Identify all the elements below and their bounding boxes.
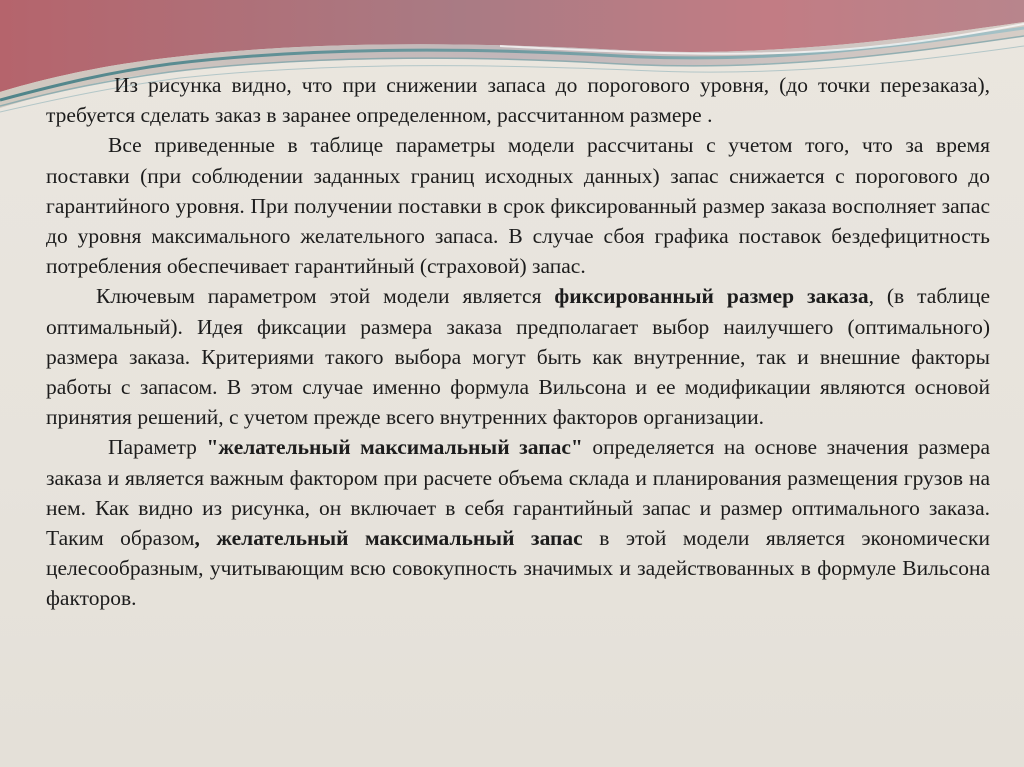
paragraph-3-before: Ключевым параметром этой модели является xyxy=(96,284,555,309)
body-text xyxy=(46,70,990,614)
paragraph-3-bold: фиксированный размер заказа xyxy=(554,284,869,309)
paragraph-4-bold-2: , желательный максимальный запас xyxy=(194,526,583,551)
paragraph-1-text: Из рисунка видно, что при снижении запаса до порогового уровня, (до точки перезаказа), требуется сделать заказ в заранее определенном, рассчитанном размере . xyxy=(46,73,990,128)
paragraph-4-after: в этой модели является экономически целесообразным, учитывающим всю совокупность значимых и задействованных в формуле Вильсона факторов. xyxy=(46,526,990,611)
paragraph-2-text: Все приведенные в таблице параметры модели рассчитаны с учетом того, что за время поставки (при соблюдении заданных границ исходных данных) запас снижается с порогового до гарантийного уровня. При получении поставки в срок фиксированный размер заказа восполняет запас до уровня максимального желательного запаса. В случае сбоя графика поставок бездефицитность потребления обеспечивает гарантийный (страховой) запас. xyxy=(46,133,990,279)
paragraph-4-before: Параметр xyxy=(108,435,207,460)
paragraph-3 xyxy=(46,281,990,432)
paragraph-2 xyxy=(46,130,990,281)
paragraph-4-bold-1: "желательный максимальный запас" xyxy=(206,435,583,460)
paragraph-1 xyxy=(46,70,990,130)
paragraph-4 xyxy=(46,432,990,613)
paragraph-4-middle: определяется на основе значения размера заказа и является важным фактором при расчете объема склада и планирования размещения грузов на нем. Как видно из рисунка, он включает в себя гарантийный запас и размер оптимального заказа. Таким образом xyxy=(46,435,991,551)
paragraph-3-after: , (в таблице оптимальный). Идея фиксации размера заказа предполагает выбор наилучшего (оптимального) размера заказа. Критериями такого выбора могут быть как внутренние, так и внешние факторы работы с запасом. В этом случае именно формула Вильсона и ее модификации являются основой принятия решений, с учетом прежде всего внутренних факторов организации. xyxy=(46,284,991,430)
